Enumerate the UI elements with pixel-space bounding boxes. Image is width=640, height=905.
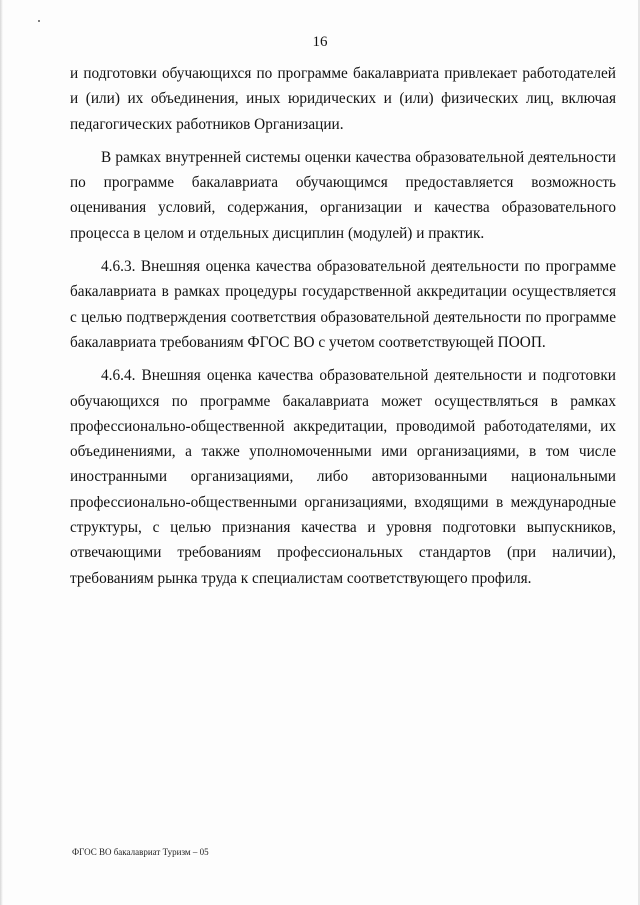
paragraph-continuation: и подготовки обучающихся по программе бакалавриата привлекает работодателей и (или) их объединения, иных юридических и (или) физических лиц, включая педагогических работников Организации. (70, 65, 616, 133)
page-number: 16 (312, 34, 328, 50)
document-footer: ФГОС ВО бакалавриат Туризм – 05 (72, 847, 209, 857)
paragraph-internal-assessment: В рамках внутренней системы оценки качества образовательной деятельности по программе бакалавриата обучающимся предоставляется возможность оценивания условий, содержания, организации и качества образовательного процесса в целом и отдельных дисциплин (модулей) и практик. (70, 148, 616, 242)
paragraph-4-6-4: 4.6.4. Внешняя оценка качества образовательной деятельности и подготовки обучающихся по программе бакалавриата может осуществляться в рамках профессионально-общественной аккредитации, проводимой работодателями, их объединениями, а также уполномоченными ими организациями, в том числе иностранными организациями, либо авторизованными национальными профессионально-общественными организациями, входящими в международные структуры, с целью признания качества и уровня подготовки выпускников, отвечающими требованиям профессиональных стандартов (при наличии), требованиям рынка труда к специалистам соответствующего профиля. (70, 367, 616, 587)
paragraph-4-6-3: 4.6.3. Внешняя оценка качества образовательной деятельности по программе бакалавриата в рамках процедуры государственной аккредитации осуществляется с целью подтверждения соответствия образовательной деятельности по программе бакалавриата требованиям ФГОС ВО с учетом соответствующей ПООП. (70, 258, 616, 351)
document-body (70, 61, 616, 599)
scan-left-edge (0, 0, 3, 905)
scan-speck (38, 20, 40, 22)
